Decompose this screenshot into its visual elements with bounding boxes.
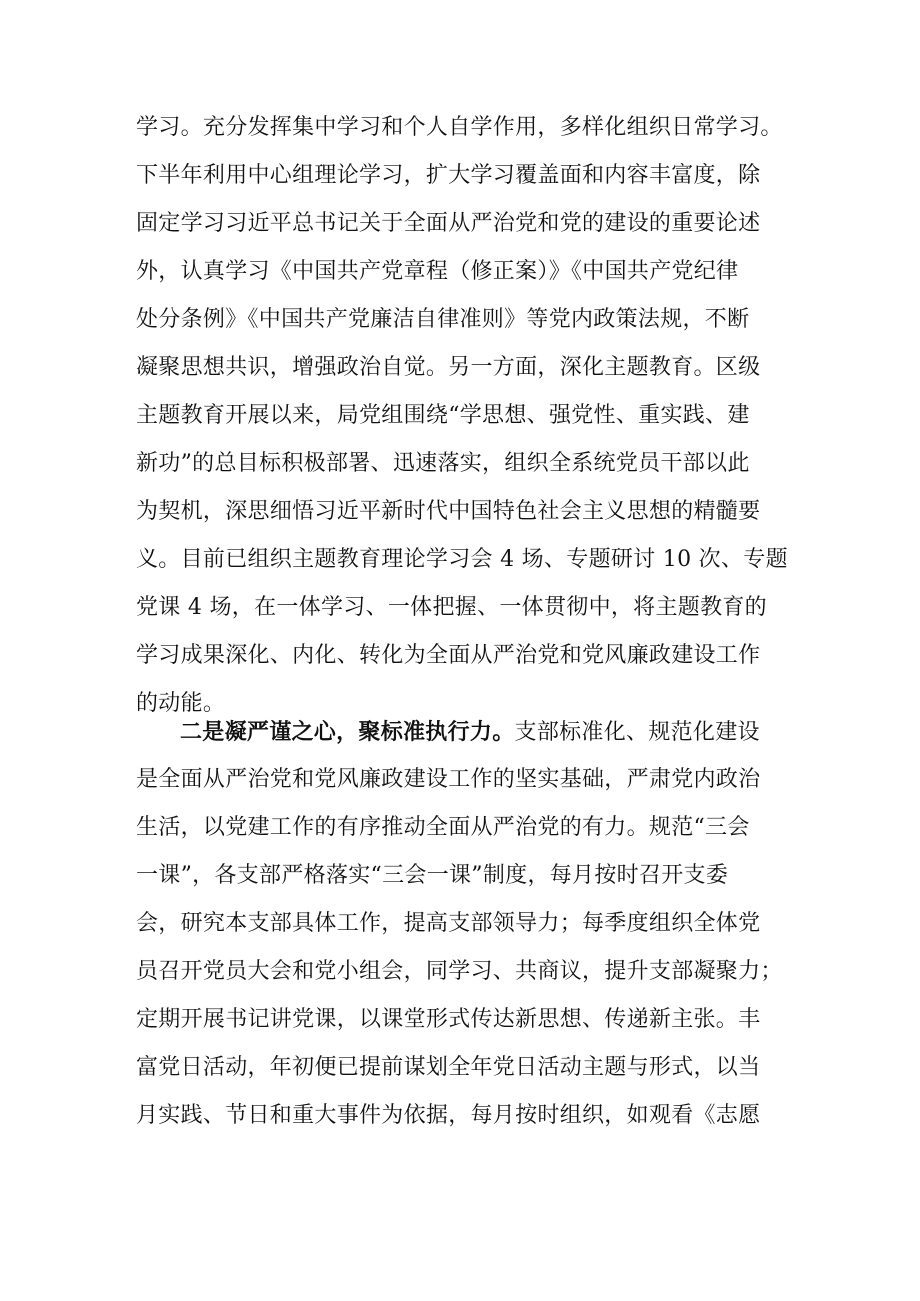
- text-line: 员召开党员大会和党小组会，同学习、共商议，提升支部凝聚力；: [136, 959, 783, 984]
- text-line: 处分条例》《中国共产党廉洁自律准则》等党内政策法规，不断: [136, 307, 750, 332]
- text-line: 为契机，深思细悟习近平新时代中国特色社会主义思想的精髓要: [136, 499, 761, 524]
- paragraph-first-line: [180, 717, 760, 747]
- text-line: 会，研究本支部具体工作，提高支部领导力；每季度组织全体党: [136, 911, 761, 936]
- text-line: 定期开展书记讲党课，以课堂形式传达新思想、传递新主张。丰: [136, 1007, 761, 1032]
- paragraph-heading: 二是凝严谨之心，聚标准执行力。: [180, 719, 515, 745]
- text-line: 一课”，各支部严格落实“三会一课”制度，每月按时召开支委: [136, 863, 729, 888]
- text-line: 学习成果深化、内化、转化为全面从严治党和党风廉政建设工作: [136, 643, 761, 668]
- text-line: 富党日活动，年初便已提前谋划全年党日活动主题与形式，以当: [136, 1055, 761, 1080]
- text-line: 的动能。: [136, 691, 226, 716]
- text-line: 党课 4 场，在一体学习、一体把握、一体贯彻中，将主题教育的: [136, 595, 767, 620]
- text-line: 下半年利用中心组理论学习，扩大学习覆盖面和内容丰富度，除: [136, 163, 761, 188]
- text-line: 义。目前已组织主题教育理论学习会 4 场、专题研讨 10 次、专题: [136, 547, 788, 572]
- text-line: 凝聚思想共识，增强政治自觉。另一方面，深化主题教育。区级: [136, 355, 761, 380]
- text-line: 固定学习习近平总书记关于全面从严治党和党的建设的重要论述: [136, 211, 761, 236]
- text-line: 月实践、节日和重大事件为依据，每月按时组织，如观看《志愿: [136, 1103, 761, 1128]
- text-line: 主题教育开展以来，局党组围绕“学思想、强党性、重实践、建: [136, 403, 750, 428]
- text-line: 是全面从严治党和党风廉政建设工作的坚实基础，严肃党内政治: [136, 767, 761, 792]
- text-line: 新功”的总目标积极部署、迅速落实，组织全系统党员干部以此: [136, 451, 750, 476]
- paragraph-heading-continuation: 支部标准化、规范化建设: [514, 720, 760, 745]
- text-line: 生活，以党建工作的有序推动全面从严治党的有力。规范“三会: [136, 815, 750, 840]
- text-line: 外，认真学习《中国共产党章程（修正案）》《中国共产党纪律: [136, 259, 739, 284]
- text-line: 学习。充分发挥集中学习和个人自学作用，多样化组织日常学习。: [136, 115, 783, 140]
